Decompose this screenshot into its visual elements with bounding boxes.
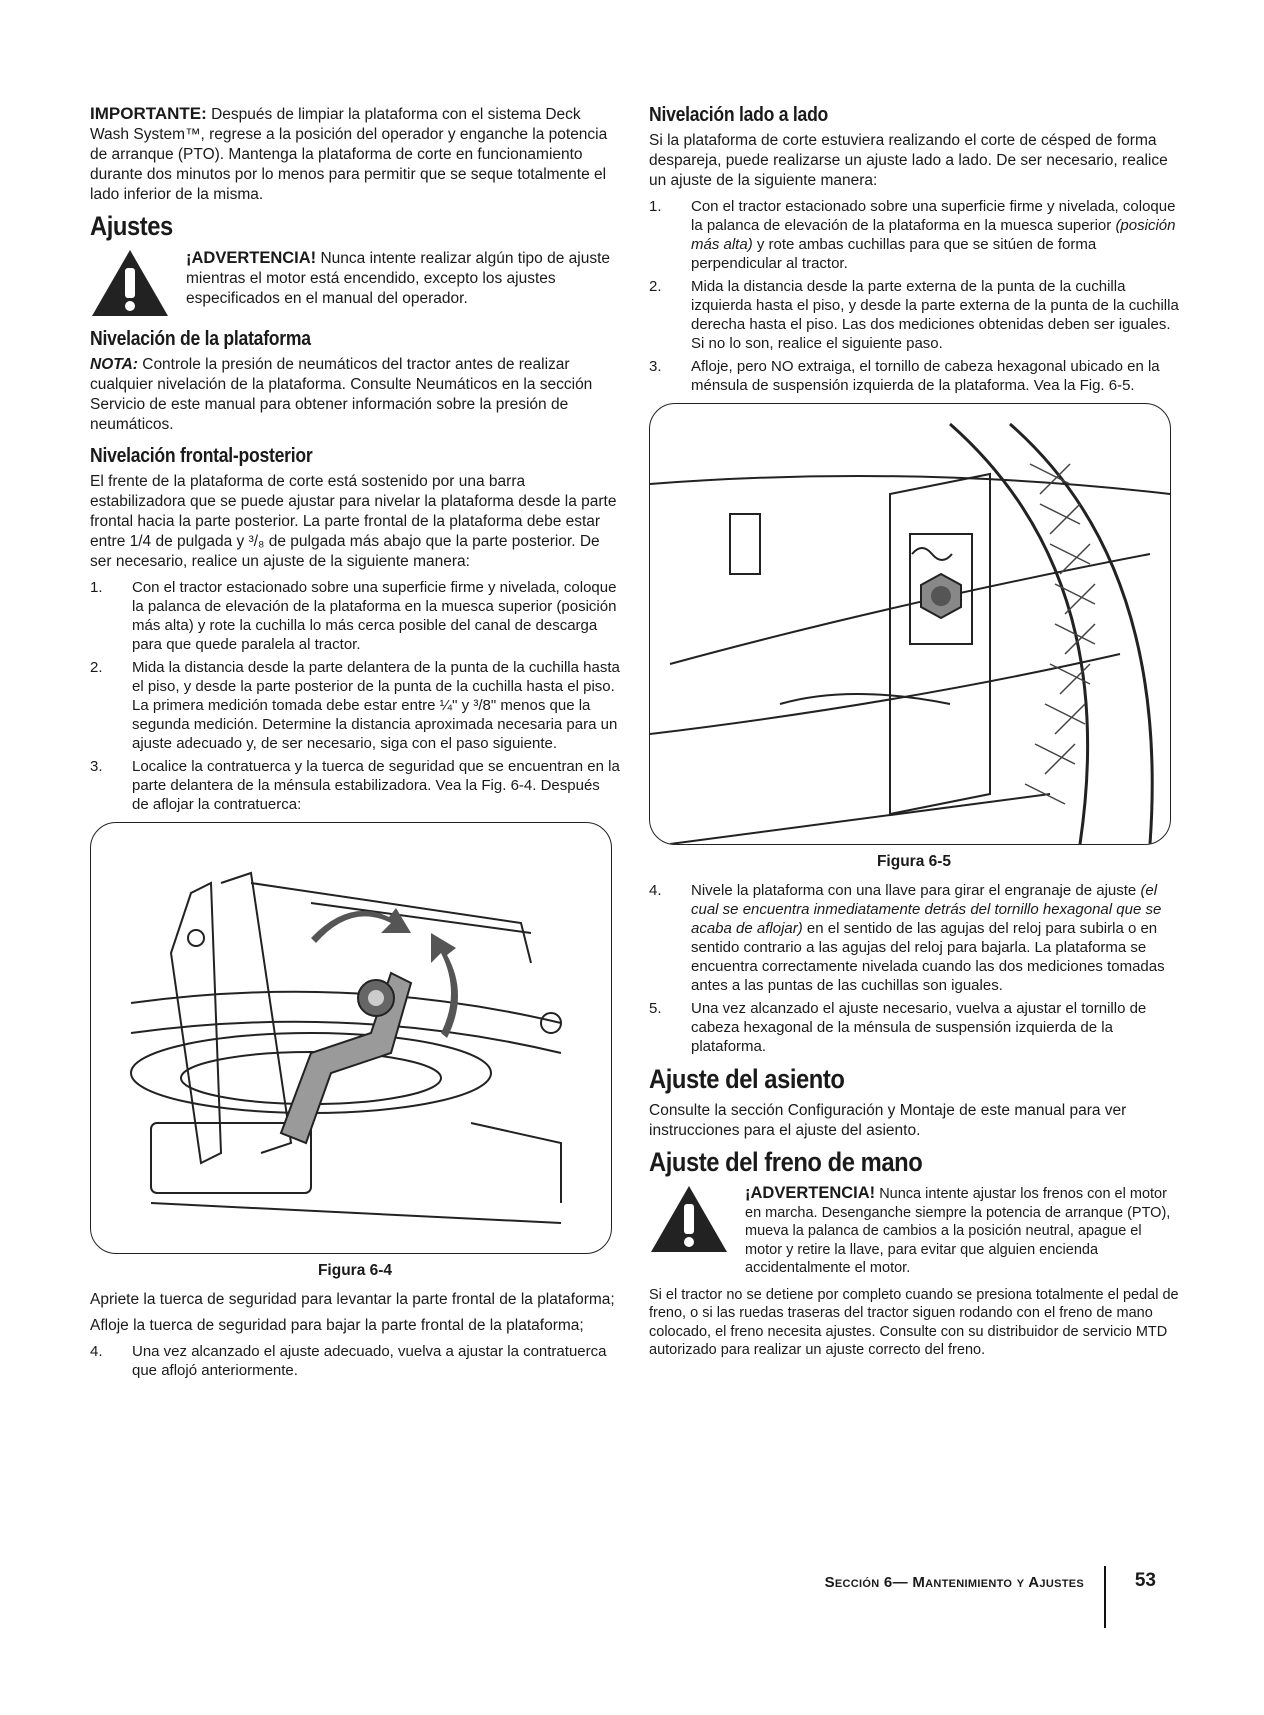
step-number: 1.: [90, 579, 103, 596]
step-number: 1.: [649, 198, 662, 215]
warning-label: ¡ADVERTENCIA!: [186, 249, 317, 267]
figure-caption: Figura 6-4: [317, 1262, 393, 1279]
step-number: 4.: [649, 882, 662, 899]
step-number: 4.: [90, 1343, 103, 1360]
list-item: [90, 1342, 620, 1380]
list-item: [649, 277, 1179, 353]
lado-intro: Si la plataforma de corte estuviera realizando el corte de césped de forma despareja, puede realizarse un ajuste lado a lado. De ser necesario, realice un ajuste de la siguiente manera:: [649, 132, 1168, 189]
list-item: [649, 881, 1179, 995]
step-text-part: Nivele la plataforma con una llave para girar el engranaje de ajuste: [691, 882, 1141, 899]
important-paragraph: [90, 104, 620, 205]
figure-6-4: [90, 822, 612, 1254]
important-label: IMPORTANTE:: [90, 104, 207, 123]
asiento-text: Consulte la sección Configuración y Montaje de este manual para ver instrucciones para el ajuste del asiento.: [649, 1102, 1127, 1139]
right-column: [649, 104, 1179, 1366]
step-text-part: y rote ambas cuchillas para que se sitúen de forma perpendicular al tractor.: [691, 236, 1097, 272]
list-item: [90, 578, 620, 654]
freno-text: Si el tractor no se detiene por completo cuando se presiona totalmente el pedal de freno, o si las ruedas traseras del tractor siguen rodando con el freno de mano colocado, el freno necesita ajustes. Consulte con su distribuidor de servicio MTD autorizado para realizar un ajuste correcto del freno.: [649, 1286, 1179, 1358]
step-text: Con el tractor estacionado sobre una superficie firme y nivelada, coloque la palanca de elevación de la plataforma en la muesca superior (posición más alta) y rote la cuchilla lo más cerca posible del canal de descarga para que quede paralela al tractor.: [132, 579, 617, 653]
section-title: Sección 6— Mantenimiento y Ajustes: [824, 1574, 1084, 1591]
ajustes-heading: Ajustes: [90, 211, 173, 241]
warning-body: Nunca intente ajustar los frenos con el motor en marcha. Desenganche siempre la potencia de arranque (PTO), mueva la palanca de cambios a la posición neutral, apague el motor y retire la llave, para evitar que alguien encienda accidentalmente el motor.: [745, 1186, 1171, 1276]
step-text: Afloje, pero NO extraiga, el tornillo de cabeza hexagonal ubicado en la ménsula de suspensión izquierda de la plataforma. Vea la Fig. 6-5.: [691, 358, 1160, 394]
step-text: [691, 881, 1179, 995]
step-text: Mida la distancia desde la parte delantera de la punta de la cuchilla hasta el piso, y desde la parte posterior de la punta de la cuchilla hasta el piso. La primera medición tomada debe estar entre ¼" y ³/8" menos que la segunda medición. Determine la distancia aproximada necesaria para un ajuste adecuado y, de ser necesario, siga con el paso siguiente.: [132, 659, 620, 752]
step-number: 3.: [90, 758, 103, 775]
footer-divider: [1104, 1566, 1106, 1628]
after-text-1: Apriete la tuerca de seguridad para levantar la parte frontal de la plataforma;: [90, 1291, 615, 1308]
frontal-steps: [90, 578, 620, 814]
nota-text: Controle la presión de neumáticos del tractor antes de realizar cualquier nivelación de la plataforma. Consulte Neumáticos en la sección Servicio de este manual para obtener información sobre la presión de neumáticos.: [90, 356, 593, 433]
frontal-intro: El frente de la plataforma de corte está sostenido por una barra estabilizadora que se puede ajustar para nivelar la plataforma desde la parte frontal hacia la parte posterior. La parte frontal de la plataforma debe estar entre 1/4 de pulgada y ³/₈ de pulgada más abajo que la parte posterior. De ser necesario, realice un ajuste de la siguiente manera:: [90, 473, 617, 570]
step-text-part: en el sentido de las agujas del reloj para subirla o en sentido contrario a las agujas del reloj para bajarla. La plataforma se encuentra correctamente nivelada cuando las dos mediciones tomadas antes a las puntas de las cuchillas son iguales.: [691, 920, 1165, 994]
step-text: Una vez alcanzado el ajuste necesario, vuelva a ajustar el tornillo de cabeza hexagonal de la ménsula de suspensión izquierda de la plataforma.: [691, 1000, 1147, 1055]
lado-steps: [649, 197, 1179, 395]
step-text-emphasis: (posición más alta): [691, 217, 1176, 253]
warning-triangle-icon: [649, 1184, 729, 1254]
step-text: Una vez alcanzado el ajuste adecuado, vuelva a ajustar la contratuerca que aflojó anteriormente.: [132, 1343, 607, 1379]
list-item: [90, 658, 620, 753]
step-number: 5.: [649, 1000, 662, 1017]
nivelacion-heading: Nivelación de la plataforma: [90, 328, 311, 350]
list-item: [649, 357, 1179, 395]
nota-paragraph: [90, 355, 620, 435]
page-footer: [740, 1566, 1180, 1646]
frontal-step-4: [90, 1342, 620, 1380]
step-text: Localice la contratuerca y la tuerca de seguridad que se encuentran en la parte delantera de la ménsula estabilizadora. Vea la Fig. 6-4. Después de aflojar la contratuerca:: [132, 758, 620, 813]
warning-text: [745, 1184, 1179, 1278]
suspension-bracket-illustration: [650, 404, 1170, 844]
step-text-emphasis: (el cual se encuentra inmediatamente detrás del tornillo hexagonal que se acaba de aflojar): [691, 882, 1162, 937]
warning-block: [649, 1184, 1179, 1278]
lado-steps-continued: [649, 881, 1179, 1056]
nota-label: NOTA:: [90, 356, 138, 373]
page-number: 53: [1134, 1570, 1156, 1591]
step-number: 2.: [90, 659, 103, 676]
step-number: 2.: [649, 278, 662, 295]
step-number: 3.: [649, 358, 662, 375]
warning-label: ¡ADVERTENCIA!: [745, 1184, 876, 1202]
freno-heading: Ajuste del freno de mano: [649, 1147, 923, 1177]
step-text: Mida la distancia desde la parte externa de la punta de la cuchilla izquierda hasta el piso, y desde la parte externa de la punta de la cuchilla derecha hasta el piso. Las dos mediciones obtenidas deben ser iguales. Si no lo son, realice el siguiente paso.: [691, 278, 1179, 352]
step-text: [691, 197, 1179, 273]
warning-text: [186, 248, 620, 318]
after-text-2: Afloje la tuerca de seguridad para bajar la parte frontal de la plataforma;: [90, 1317, 584, 1334]
frontal-heading: Nivelación frontal-posterior: [90, 445, 313, 467]
lado-heading: Nivelación lado a lado: [649, 104, 829, 126]
list-item: [90, 757, 620, 814]
left-column: [90, 104, 620, 1388]
figure-6-5: [649, 403, 1171, 845]
warning-body: Nunca intente realizar algún tipo de ajuste mientras el motor está encendido, excepto los ajustes especificados en el manual del operador.: [186, 250, 610, 307]
step-text-part: Con el tractor estacionado sobre una superficie firme y nivelada, coloque la palanca de elevación de la plataforma en la muesca superior: [691, 198, 1176, 234]
warning-triangle-icon: [90, 248, 170, 318]
figure-caption: Figura 6-5: [876, 853, 952, 870]
warning-block: [90, 248, 620, 318]
stabilizer-bracket-illustration: [91, 823, 611, 1253]
list-item: [649, 999, 1179, 1056]
list-item: [649, 197, 1179, 273]
asiento-heading: Ajuste del asiento: [649, 1064, 845, 1094]
important-text: Después de limpiar la plataforma con el sistema Deck Wash System™, regrese a la posición del operador y enganche la potencia de arranque (PTO). Mantenga la plataforma de corte en funcionamiento durante dos minutos por lo menos para permitir que se seque totalmente el lado inferior de la misma.: [90, 106, 608, 203]
